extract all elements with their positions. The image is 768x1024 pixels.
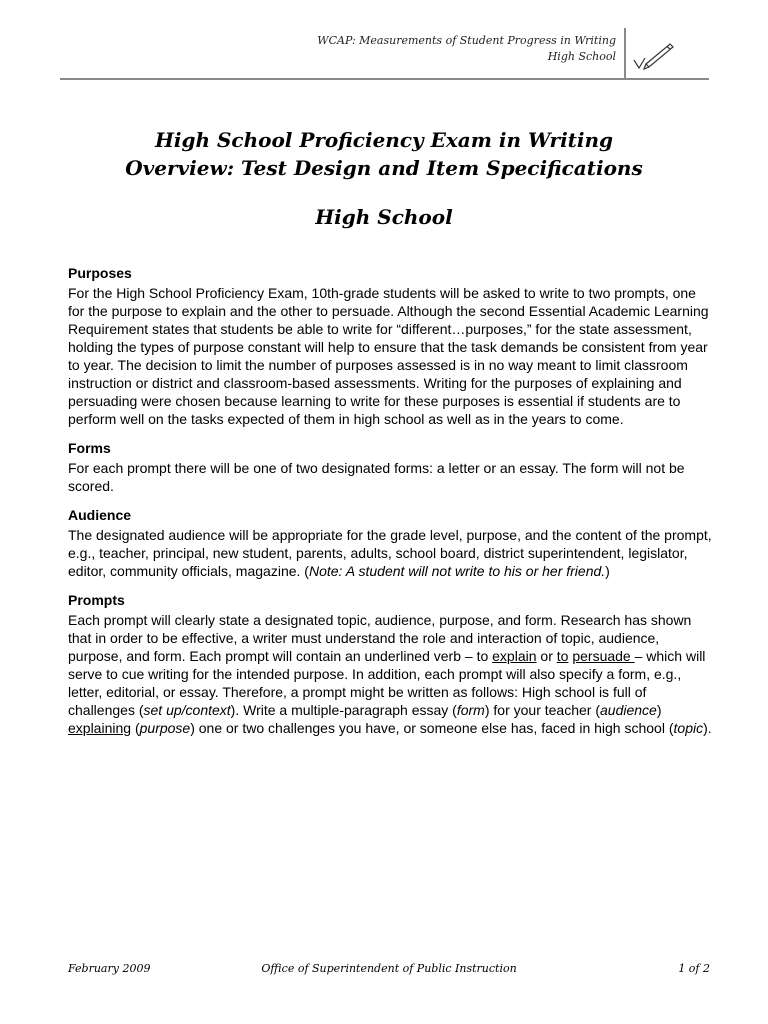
paragraph-text: ) one or two challenges you have, or someone else has, faced in high school ( — [190, 720, 674, 736]
section-purposes — [68, 264, 712, 428]
pencil-icon — [632, 38, 678, 74]
italic-term: topic — [673, 720, 704, 736]
paragraph-text: ) — [605, 563, 610, 579]
document-body — [68, 264, 712, 748]
footer-page-number: 1 of 2 — [678, 962, 710, 975]
underlined-verb: persuade — [572, 648, 635, 664]
paragraph-text: The designated audience will be appropriate for the grade level, purpose, and the content of the prompt, e.g., teacher, principal, new student, parents, adults, school board, district superintendent, legislator, editor, community officials, magazine. ( — [68, 527, 712, 579]
section-heading: Forms — [68, 440, 111, 456]
italic-term: purpose — [139, 720, 191, 736]
paragraph-text: ( — [131, 720, 140, 736]
title-line-1: High School Proficiency Exam in Writing — [154, 128, 614, 152]
section-prompts — [68, 591, 712, 737]
footer-date: February 2009 — [68, 962, 151, 975]
section-paragraph — [68, 611, 712, 737]
title-line-2: Overview: Test Design and Item Specifications — [125, 156, 643, 180]
section-heading: Prompts — [68, 592, 125, 608]
italic-term: set up/context — [143, 702, 231, 718]
section-heading: Audience — [68, 507, 132, 523]
paragraph-text: ) for your teacher ( — [484, 702, 600, 718]
document-subtitle: High School — [315, 205, 453, 229]
italic-term: audience — [600, 702, 657, 718]
paragraph-text: ). — [703, 720, 712, 736]
note-text: Note: A student will not write to his or her friend. — [308, 563, 606, 579]
paragraph-text: – which will serve to cue writing for the intended purpose. In addition, each prompt will also specify a form, e.g., letter, editorial, or essay. Therefore, a prompt might be written as follows: High school is full of challenges ( — [68, 648, 706, 718]
paragraph-text: Each prompt will clearly state a designated topic, audience, purpose, and form. Research has shown that in order to be effective, a writer must understand the role and interaction of topic, audience, purpose, and form. Each prompt will contain an underlined verb – to — [68, 612, 692, 664]
italic-term: form — [456, 702, 485, 718]
underlined-verb: to — [556, 648, 569, 664]
paragraph-text: ) — [656, 702, 662, 718]
footer-office: Office of Superintendent of Public Instruction — [261, 962, 517, 975]
section-heading: Purposes — [68, 265, 132, 281]
header-line-2: High School — [547, 50, 616, 63]
section-paragraph — [68, 526, 712, 580]
header-horizontal-divider — [60, 78, 709, 80]
section-audience — [68, 506, 712, 580]
section-paragraph: For the High School Proficiency Exam, 10th-grade students will be asked to write to two prompts, one for the purpose to explain and the other to persuade. Although the second Essential Academic Learning Requirement states that students be able to write for “different…purposes,” for the state assessment, holding the types of purpose constant will help to ensure that the task demands be consistent from year to year. The decision to limit the number of purposes assessed is in no way meant to limit classroom instruction or district and classroom-based assessments. Writing for the purposes of explaining and persuading were chosen because learning to write for these purposes is essential if students are to perform well on the tasks expected of them in high school as well as in the years to come. — [68, 285, 709, 427]
underlined-verb: explain — [492, 648, 537, 664]
paragraph-text: or — [536, 648, 557, 664]
section-forms — [68, 439, 712, 495]
document-title — [0, 126, 768, 182]
section-paragraph: For each prompt there will be one of two designated forms: a letter or an essay. The form will not be scored. — [68, 460, 685, 494]
header-text — [317, 33, 616, 65]
header-line-1: WCAP: Measurements of Student Progress in Writing — [317, 34, 616, 47]
header-vertical-divider — [624, 28, 626, 78]
paragraph-text: ). Write a multiple-paragraph essay ( — [230, 702, 457, 718]
underlined-verb: explaining — [68, 720, 132, 736]
